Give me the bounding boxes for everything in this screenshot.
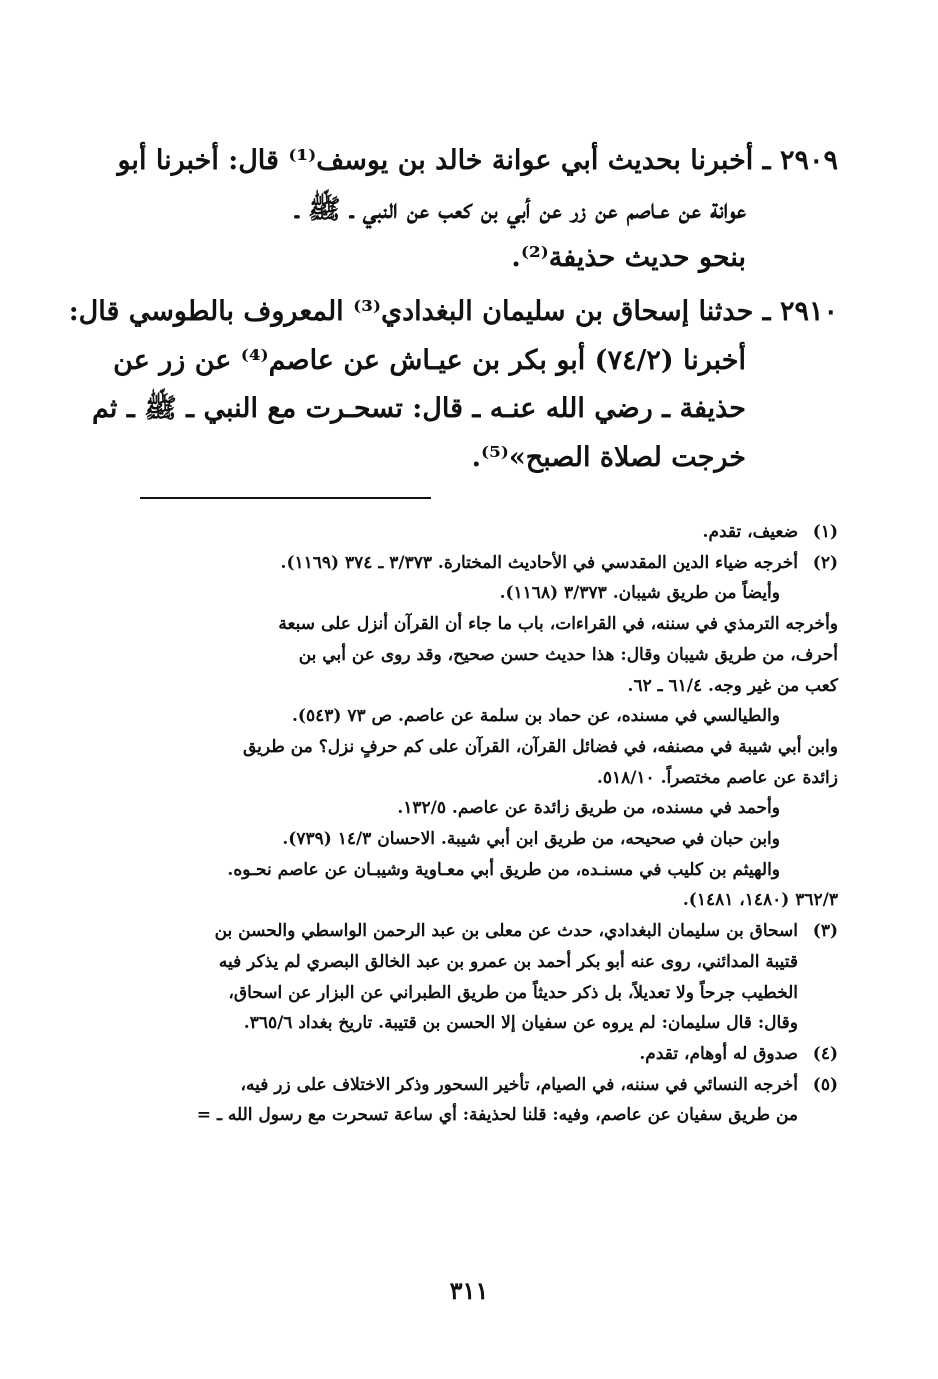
- footnote-line: والطيالسي في مسنده، عن حماد بن سلمة عن عاصم. ص ٧٣ (٥٤٣).: [292, 706, 780, 727]
- footnote-line: وقال: قال سليمان: لم يروه عن سفيان إلا الحسن بن قتيبة. تاريخ بغداد ٣٦٥/٦.: [243, 1013, 798, 1034]
- hadith-line: بنحو حديث حذيفة⁽²⁾.: [511, 242, 746, 273]
- footnote-line: والهيثم بن كليب في مسنـده، من طريق أبي معـاوية وشيبـان عن عاصم نحـوه.: [227, 859, 780, 880]
- hadith-2910: [68, 288, 838, 482]
- footnote-number: (٣): [812, 921, 838, 942]
- hadith-line: حذيفة ـ رضي الله عنـه ـ قال: تسحـرت مع النبي ـ ﷺ ـ ثم: [91, 393, 746, 424]
- footnote-line: أخرجه ضياء الدين المقدسي في الأحاديث المختارة. ٣/٣٧٣ ـ ٣٧٤ (١١٦٩).: [280, 552, 798, 573]
- footnote-3: [138, 916, 838, 1039]
- footnote-line: وابن حبان في صحيحه، من طريق ابن أبي شيبة. الاحسان ١٤/٣ (٧٣٩).: [282, 829, 780, 850]
- footnote-5: [138, 1070, 838, 1131]
- footnote-line: أخرجه النسائي في سننه، في الصيام، تأخير السحور وذكر الاختلاف على زر فيه،: [240, 1074, 798, 1095]
- footnote-line: وأيضاً من طريق شيبان. ٣/٣٧٣ (١١٦٨).: [499, 583, 780, 604]
- hadith-line: ٢٩٠٩ ـ أخبرنا بحديث أبي عوانة خالد بن يوسف⁽¹⁾ قال: أخبرنا أبو: [117, 145, 838, 176]
- footnote-number: (٤): [812, 1043, 838, 1064]
- page-number: ٣١١: [449, 1276, 489, 1305]
- footnote-number: (١): [812, 522, 838, 542]
- hadith-line: ٢٩١٠ ـ حدثنا إسحاق بن سليمان البغدادي⁽³⁾ المعروف بالطوسي قال:: [68, 296, 838, 327]
- footnote-number: (٢): [812, 552, 838, 573]
- footnote-line: وابن أبي شيبة في مصنفه، في فضائل القرآن، القرآن على كم حرفٍ نزل؟ من طريق: [242, 736, 838, 757]
- footnotes: [138, 517, 838, 1131]
- footnote-line: كعب من غير وجه. ٦١/٤ ـ ٦٢.: [627, 675, 838, 696]
- footnote-line: ضعيف، تقدم.: [702, 522, 798, 542]
- footnote-line: أحرف، من طريق شيبان وقال: هذا حديث حسن صحيح، وقد روى عن أبي بن: [298, 644, 838, 665]
- footnote-1: [138, 517, 838, 548]
- footnote-line: ٣٦٢/٣ (١٤٨٠، ١٤٨١).: [682, 890, 838, 911]
- hadith-2909: [117, 137, 838, 283]
- footnote-line: صدوق له أوهام، تقدم.: [639, 1043, 798, 1064]
- footnote-line: وأحمد في مسنده، من طريق زائدة عن عاصم. ١٣٢/٥.: [397, 798, 780, 819]
- footnote-4: [138, 1039, 838, 1070]
- hadith-line: عوانة عن عـاصم عن زر عن أبي بن كعب عن النبي ـ ﷺ ـ: [295, 193, 746, 225]
- footnote-number: (٥): [812, 1074, 838, 1095]
- footnote-line: قتيبة المدائني، روى عنه أبو بكر أحمد بن عمرو بن عبد الخالق البصري لم يذكر فيه: [218, 951, 798, 972]
- footnote-line: الخطيب جرحاً ولا تعديلاً، بل ذكر حديثاً من طريق الطبراني عن البزار عن اسحاق،: [228, 982, 798, 1003]
- footnote-line: وأخرجه الترمذي في سننه، في القراءات، باب ما جاء أن القرآن أنزل على سبعة: [278, 614, 838, 635]
- footnote-separator: [140, 497, 431, 499]
- hadith-line: خرجت لصلاة الصبح»⁽⁵⁾.: [471, 441, 746, 473]
- footnote-line: اسحاق بن سليمان البغدادي، حدث عن معلى بن عبد الرحمن الواسطي والحسن بن: [214, 921, 798, 942]
- footnote-2: [138, 548, 838, 916]
- footnote-line: من طريق سفيان عن عاصم، وفيه: قلنا لحذيفة: أي ساعة تسحرت مع رسول الله ـ =: [196, 1105, 798, 1126]
- hadith-line: أخبرنا (٧٤/٢) أبو بكر بن عيـاش عن عاصم⁽⁴⁾ عن زر عن: [113, 344, 746, 376]
- footnote-line: زائدة عن عاصم مختصراً. ٥١٨/١٠.: [596, 767, 838, 788]
